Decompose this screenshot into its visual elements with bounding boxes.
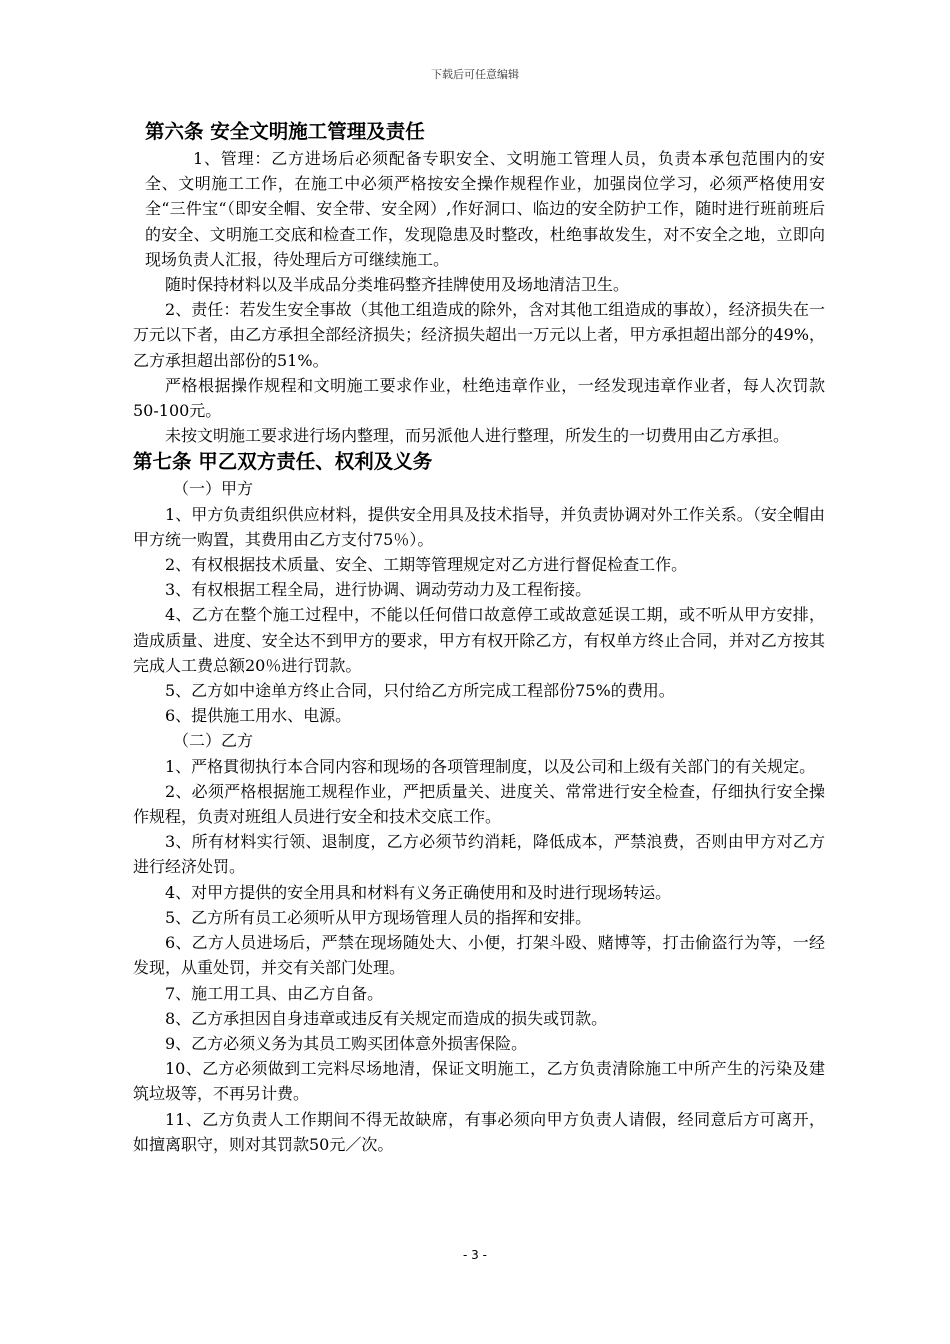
article-6-paragraph: 1、管理：乙方进场后必须配备专职安全、文明施工管理人员，负责本承包范围内的安全、文明施工工作，在施工中必须严格按安全操作规程作业，加强岗位学习，必须严格使用安全“三件宝“（即安全帽、安全带、安全网）,作好洞口、临边的安全防护工作，随时进行班前班后的安全、文明施工交底和检查工作，发现隐患及时整改，杜绝事故发生，对不安全之地，立即向现场负责人汇报，待处理后方可继续施工。 bbox=[145, 149, 825, 269]
party-a-item: 1、甲方负责组织供应材料，提供安全用具及技术指导，并负责协调对外工作关系。（安全帽由甲方统一购置，其费用由乙方支付75％）。 bbox=[133, 504, 825, 549]
article-6-paragraph: 严格根据操作规程和文明施工要求作业，杜绝违章作业，一经发现违章作业者，每人次罚款50-100元。 bbox=[133, 375, 825, 421]
party-b-item: 11、乙方负责人工作期间不得无故缺席，有事必须向甲方负责人请假，经同意后方可离开，如擅离职守，则对其罚款50元／次。 bbox=[133, 1109, 825, 1154]
party-b-item: 10、乙方必须做到工完料尽场地清，保证文明施工，乙方负责清除施工中所产生的污染及建筑垃圾等，不再另计费。 bbox=[133, 1059, 825, 1104]
article-6-paragraph: 未按文明施工要求进行场内整理，而另派他人进行整理，所发生的一切费用由乙方承担。 bbox=[165, 426, 790, 446]
document-body bbox=[133, 118, 825, 1157]
article-7-title: 第七条 甲乙双方责任、权利及义务 bbox=[133, 450, 433, 474]
party-a-item: 5、乙方如中途单方终止合同，只付给乙方所完成工程部份75%的费用。 bbox=[165, 681, 675, 701]
party-b-item: 4、对甲方提供的安全用具和材料有义务正确使用和及时进行现场转运。 bbox=[165, 882, 672, 902]
party-a-heading: （一）甲方 bbox=[173, 479, 254, 499]
party-a-item: 2、有权根据技术质量、安全、工期等管理规定对乙方进行督促检查工作。 bbox=[165, 555, 688, 575]
party-b-item: 9、乙方必须义务为其员工购买团体意外损害保险。 bbox=[165, 1033, 528, 1053]
party-a-item: 4、乙方在整个施工过程中，不能以任何借口故意停工或故意延误工期，或不听从甲方安排，造成质量、进度、安全达不到甲方的要求，甲方有权开除乙方，有权单方终止合同，并对乙方按其完成人工费总额20％进行罚款。 bbox=[133, 605, 825, 675]
party-b-item: 3、所有材料实行领、退制度，乙方必须节约消耗，降低成本，严禁浪费，否则由甲方对乙方进行经济处罚。 bbox=[133, 832, 825, 877]
header-note: 下载后可任意编辑 bbox=[431, 68, 519, 81]
party-a-item: 3、有权根据工程全局，进行协调、调动劳动力及工程衔接。 bbox=[165, 580, 592, 600]
party-b-item: 2、必须严格根据施工规程作业，严把质量关、进度关、常常进行安全检查，仔细执行安全操作规程，负责对班组人员进行安全和技术交底工作。 bbox=[133, 781, 825, 827]
party-b-item: 5、乙方所有员工必须听从甲方现场管理人员的指挥和安排。 bbox=[165, 907, 592, 927]
party-a-item: 6、提供施工用水、电源。 bbox=[165, 706, 352, 726]
page-number: - 3 - bbox=[463, 1248, 487, 1262]
party-b-item: 7、施工用工具、由乙方自备。 bbox=[165, 983, 384, 1003]
party-b-item: 8、乙方承担因自身违章或违反有关规定而造成的损失或罚款。 bbox=[165, 1008, 608, 1028]
party-b-item: 6、乙方人员进场后，严禁在现场随处大、小便，打架斗殴、赌博等，打击偷盗行为等，一经发现，从重处罚，并交有关部门处理。 bbox=[133, 933, 825, 978]
article-6-title: 第六条 安全文明施工管理及责任 bbox=[145, 120, 425, 143]
party-b-heading: （二）乙方 bbox=[173, 731, 254, 751]
article-6-paragraph: 随时保持材料以及半成品分类堆码整齐挂牌使用及场地清洁卫生。 bbox=[165, 275, 630, 295]
article-6-paragraph: 2、责任：若发生安全事故（其他工组造成的除外，含对其他工组造成的事故），经济损失在一万元以下者，由乙方承担全部经济损失；经济损失超出一万元以上者，甲方承担超出部分的49%，乙方承担超出部份的51%。 bbox=[133, 300, 825, 370]
party-b-item: 1、严格貫彻执行本合同内容和现场的各项管理制度，以及公司和上级有关部门的有关规定。 bbox=[165, 756, 816, 776]
